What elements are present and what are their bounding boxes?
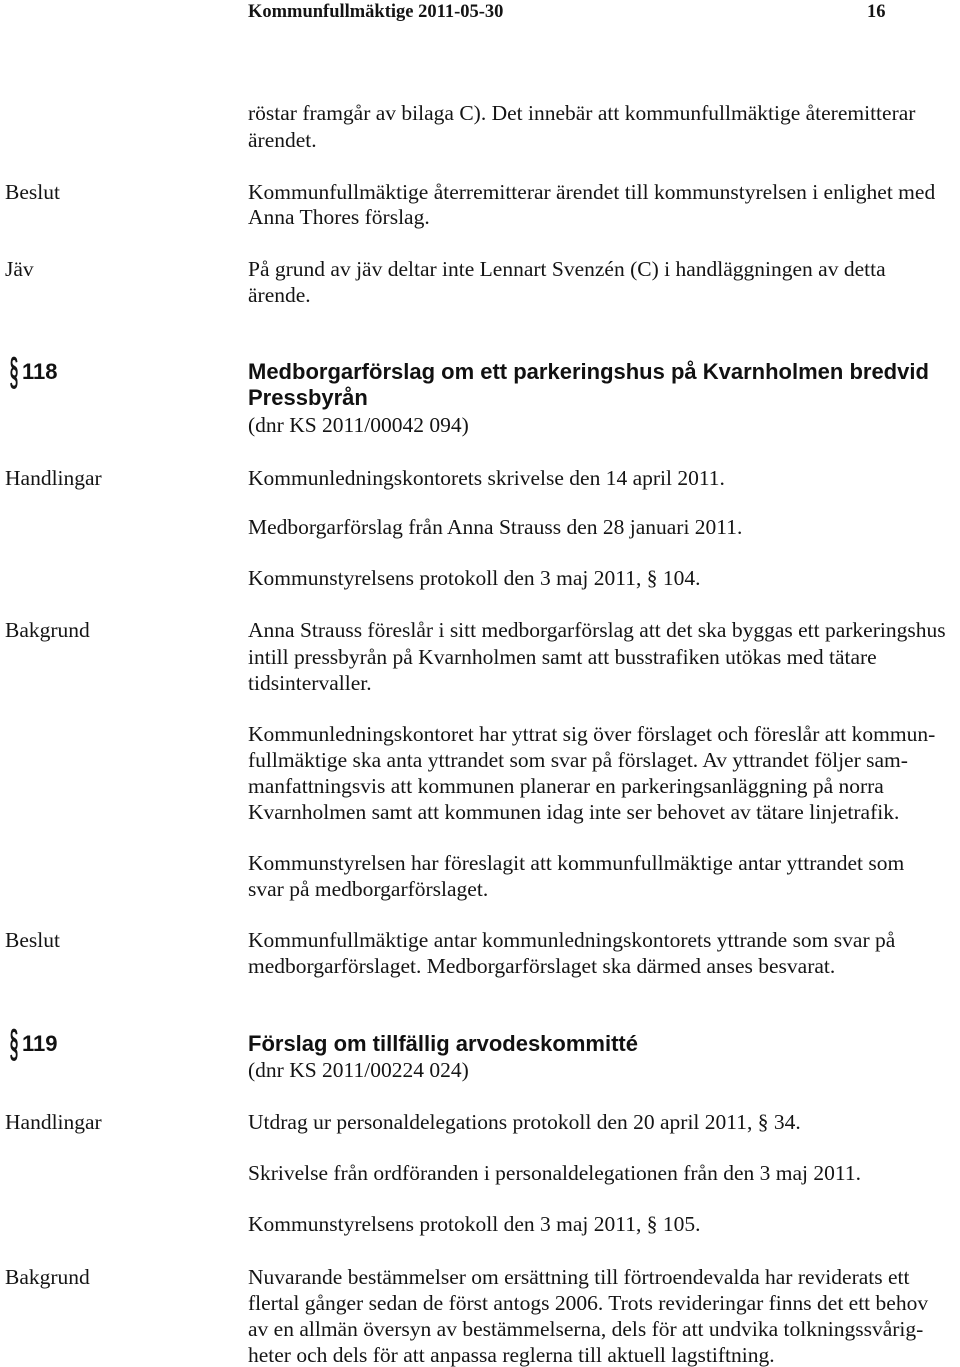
document-list-item: Skrivelse från ordföranden i personaldelegationen från den 3 maj 2011. bbox=[248, 1161, 861, 1185]
label-jav: Jäv bbox=[5, 257, 34, 281]
body-text-line: Kvarnholmen samt att kommunen idag inte ser behovet av tätare linjetrafik. bbox=[248, 800, 900, 824]
label-beslut: Beslut bbox=[5, 928, 60, 952]
label-bakgrund: Bakgrund bbox=[5, 1265, 90, 1289]
section-title: Förslag om tillfällig arvodeskommitté bbox=[248, 1031, 638, 1056]
label-handlingar: Handlingar bbox=[5, 466, 102, 490]
section-title: Medborgarförslag om ett parkeringshus på Kvarnholmen bredvid bbox=[248, 359, 929, 384]
body-text-line: ärendet. bbox=[248, 128, 317, 152]
page-number: 16 bbox=[867, 2, 886, 22]
body-text-line: Kommunfullmäktige antar kommunledningskontorets yttrande som svar på bbox=[248, 928, 896, 952]
body-text-line: medborgarförslaget. Medborgarförslaget ska därmed anses besvarat. bbox=[248, 954, 836, 978]
body-text-line: På grund av jäv deltar inte Lennart Svenzén (C) i handläggningen av detta bbox=[248, 257, 886, 281]
body-text-line: Kommunfullmäktige återremitterar ärendet till kommunstyrelsen i enlighet med bbox=[248, 180, 936, 204]
body-text-line: flertal gånger sedan de först antogs 2006. Trots revideringar finns det ett behov bbox=[248, 1291, 929, 1315]
body-text-line: tidsintervaller. bbox=[248, 671, 372, 695]
section-sign: § bbox=[9, 348, 19, 394]
body-text-line: Kommunledningskontoret har yttrat sig över förslaget och föreslår att kommun- bbox=[248, 722, 936, 746]
body-text-line: intill pressbyrån på Kvarnholmen samt att busstrafiken utökas med tätare bbox=[248, 645, 877, 669]
dnr-reference: (dnr KS 2011/00042 094) bbox=[248, 413, 469, 437]
body-text-line: Anna Strauss föreslår i sitt medborgarförslag att det ska byggas ett parkeringshus bbox=[248, 618, 946, 642]
section-number: 118 bbox=[22, 359, 58, 384]
body-text-line: heter och dels för att anpassa reglerna till aktuell lagstiftning. bbox=[248, 1343, 775, 1367]
section-title: Pressbyrån bbox=[248, 385, 368, 410]
body-text-line: av en allmän översyn av bestämmelserna, dels för att undvika tolkningssvårig- bbox=[248, 1317, 924, 1341]
document-list-item: Kommunstyrelsens protokoll den 3 maj 2011, § 105. bbox=[248, 1212, 701, 1236]
body-text-line: Nuvarande bestämmelser om ersättning till förtroendevalda har reviderats ett bbox=[248, 1265, 910, 1289]
body-text-line: svar på medborgarförslaget. bbox=[248, 877, 489, 901]
label-bakgrund: Bakgrund bbox=[5, 618, 90, 642]
label-handlingar: Handlingar bbox=[5, 1110, 102, 1134]
document-list-item: Kommunstyrelsens protokoll den 3 maj 2011, § 104. bbox=[248, 566, 701, 590]
label-beslut: Beslut bbox=[5, 180, 60, 204]
document-list-item: Utdrag ur personaldelegations protokoll den 20 april 2011, § 34. bbox=[248, 1110, 801, 1134]
body-text-line: Kommunstyrelsen har föreslagit att kommunfullmäktige antar yttrandet som bbox=[248, 851, 905, 875]
body-text-line: ärende. bbox=[248, 283, 311, 307]
body-text-line: Anna Thores förslag. bbox=[248, 205, 430, 229]
document-list-item: Medborgarförslag från Anna Strauss den 28 januari 2011. bbox=[248, 515, 743, 539]
dnr-reference: (dnr KS 2011/00224 024) bbox=[248, 1058, 469, 1082]
document-list-item: Kommunledningskontorets skrivelse den 14 april 2011. bbox=[248, 466, 725, 490]
section-number: 119 bbox=[22, 1031, 58, 1056]
section-sign: § bbox=[9, 1020, 19, 1066]
body-text-line: fullmäktige ska anta yttrandet som svar på förslaget. Av yttrandet följer sam- bbox=[248, 748, 908, 772]
body-text-line: röstar framgår av bilaga C). Det innebär att kommunfullmäktige återemitterar bbox=[248, 101, 916, 125]
page-title: Kommunfullmäktige 2011-05-30 bbox=[248, 2, 504, 22]
body-text-line: manfattningsvis att kommunen planerar en parkeringsanläggning på norra bbox=[248, 774, 884, 798]
